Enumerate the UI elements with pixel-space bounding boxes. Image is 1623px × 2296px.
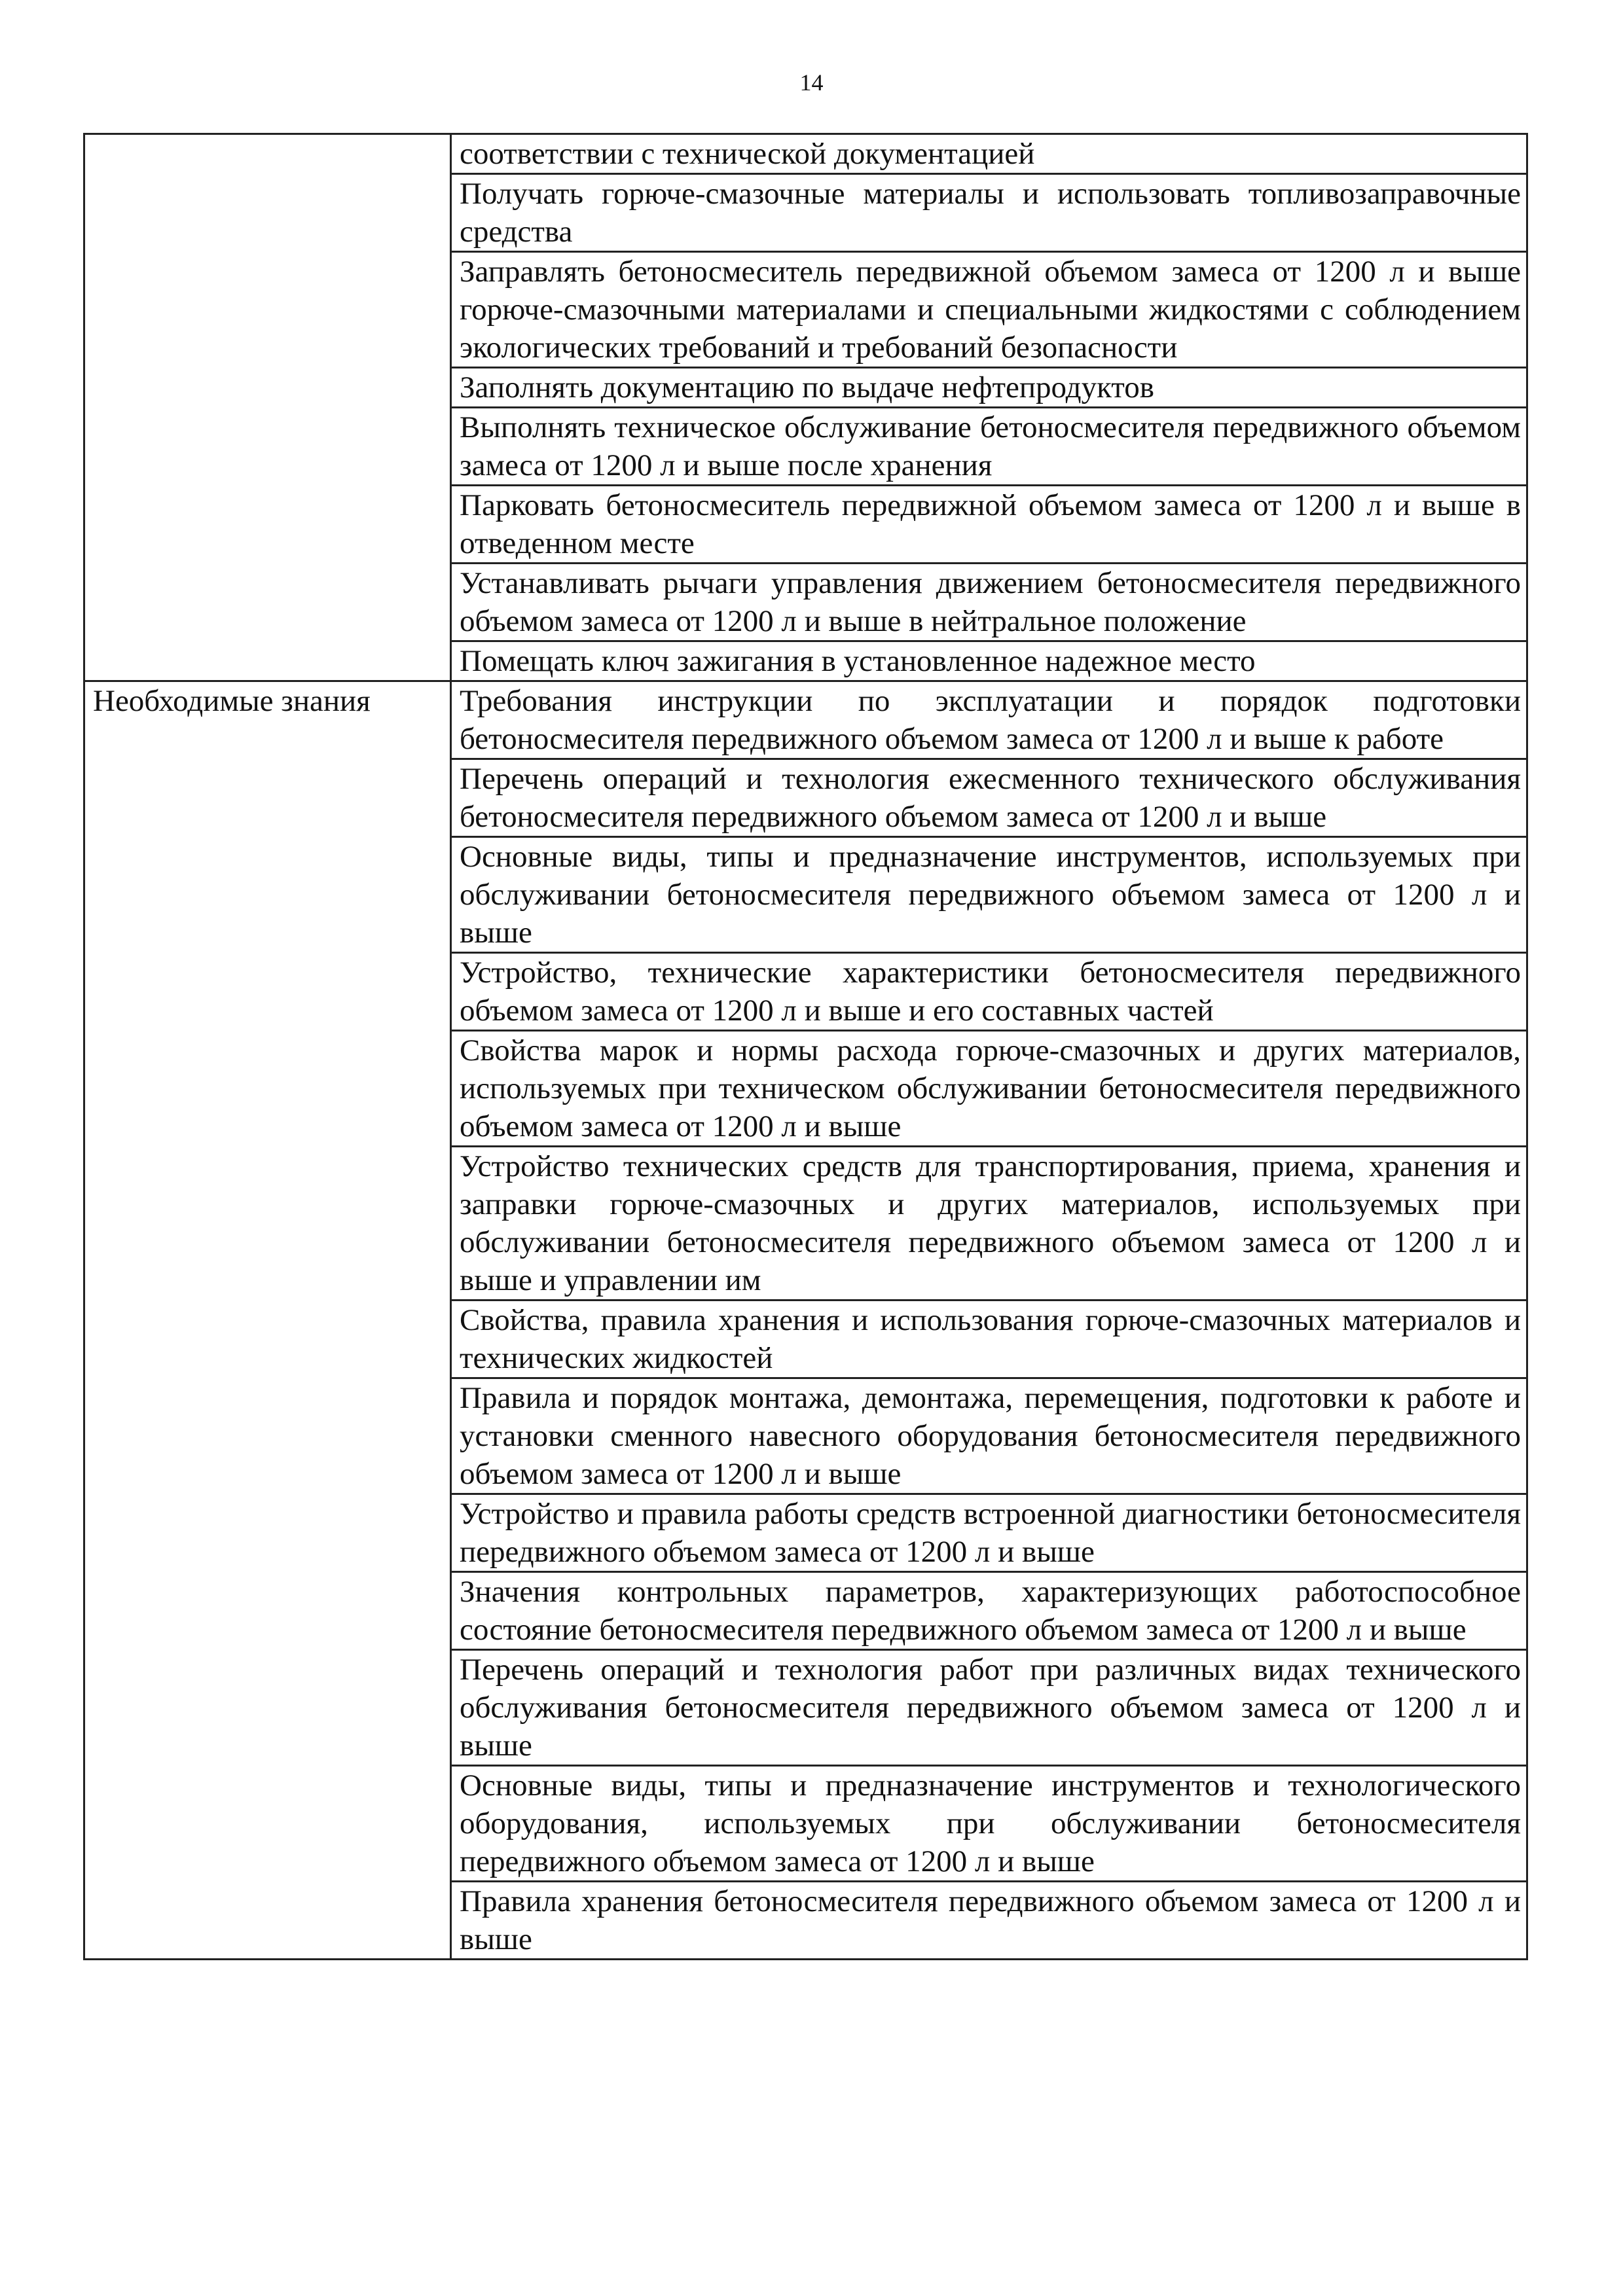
page-number: 14 <box>799 69 824 96</box>
table-body <box>84 134 1527 1960</box>
section-label-cell: Необходимые знания <box>84 681 451 1960</box>
requirement-cell: Устройство и правила работы средств встроенной диагностики бетоносмесителя передвижного объемом замеса от 1200 л и выше <box>451 1494 1527 1572</box>
requirement-cell: Помещать ключ зажигания в установленное надежное место <box>451 641 1527 681</box>
requirements-table <box>83 133 1528 1960</box>
requirement-cell: Устанавливать рычаги управления движением бетоносмесителя передвижного объемом замеса от 1200 л и выше в нейтральное положение <box>451 564 1527 641</box>
requirement-cell: Устройство технических средств для транспортирования, приема, хранения и заправки горюче-смазочных и других материалов, используемых при обслуживании бетоносмесителя передвижного объемом замеса от 1200 л и выше и управлении им <box>451 1147 1527 1300</box>
requirement-cell: Правила и порядок монтажа, демонтажа, перемещения, подготовки к работе и установки сменного навесного оборудования бетоносмесителя передвижного объемом замеса от 1200 л и выше <box>451 1378 1527 1494</box>
table-row <box>84 134 1527 174</box>
requirement-cell: Основные виды, типы и предназначение инструментов, используемых при обслуживании бетоносмесителя передвижного объемом замеса от 1200 л и выше <box>451 837 1527 953</box>
requirement-cell: Свойства, правила хранения и использования горюче-смазочных материалов и технических жидкостей <box>451 1300 1527 1378</box>
requirement-cell: Перечень операций и технология работ при различных видах технического обслуживания бетоносмесителя передвижного объемом замеса от 1200 л и выше <box>451 1650 1527 1766</box>
requirement-cell: Значения контрольных параметров, характеризующих работоспособное состояние бетоносмесителя передвижного объемом замеса от 1200 л и выше <box>451 1572 1527 1650</box>
requirement-cell: Устройство, технические характеристики бетоносмесителя передвижного объемом замеса от 1200 л и выше и его составных частей <box>451 953 1527 1031</box>
requirement-cell: Выполнять техническое обслуживание бетоносмесителя передвижного объемом замеса от 1200 л и выше после хранения <box>451 408 1527 486</box>
requirement-cell: Требования инструкции по эксплуатации и порядок подготовки бетоносмесителя передвижного объемом замеса от 1200 л и выше к работе <box>451 681 1527 759</box>
requirement-cell: соответствии с технической документацией <box>451 134 1527 174</box>
section-label-cell <box>84 134 451 681</box>
requirement-cell: Парковать бетоносмеситель передвижной объемом замеса от 1200 л и выше в отведенном месте <box>451 486 1527 564</box>
requirement-cell: Перечень операций и технология ежесменного технического обслуживания бетоносмесителя передвижного объемом замеса от 1200 л и выше <box>451 759 1527 837</box>
requirement-cell: Получать горюче-смазочные материалы и использовать топливозаправочные средства <box>451 174 1527 252</box>
requirement-cell: Правила хранения бетоносмесителя передвижного объемом замеса от 1200 л и выше <box>451 1882 1527 1960</box>
requirement-cell: Свойства марок и нормы расхода горюче-смазочных и других материалов, используемых при техническом обслуживании бетоносмесителя передвижного объемом замеса от 1200 л и выше <box>451 1031 1527 1147</box>
requirement-cell: Основные виды, типы и предназначение инструментов и технологического оборудования, используемых при обслуживании бетоносмесителя передвижного объемом замеса от 1200 л и выше <box>451 1766 1527 1882</box>
table-row <box>84 681 1527 759</box>
requirement-cell: Заправлять бетоносмеситель передвижной объемом замеса от 1200 л и выше горюче-смазочными материалами и специальными жидкостями с соблюдением экологических требований и требований безопасности <box>451 252 1527 368</box>
requirement-cell: Заполнять документацию по выдаче нефтепродуктов <box>451 368 1527 408</box>
